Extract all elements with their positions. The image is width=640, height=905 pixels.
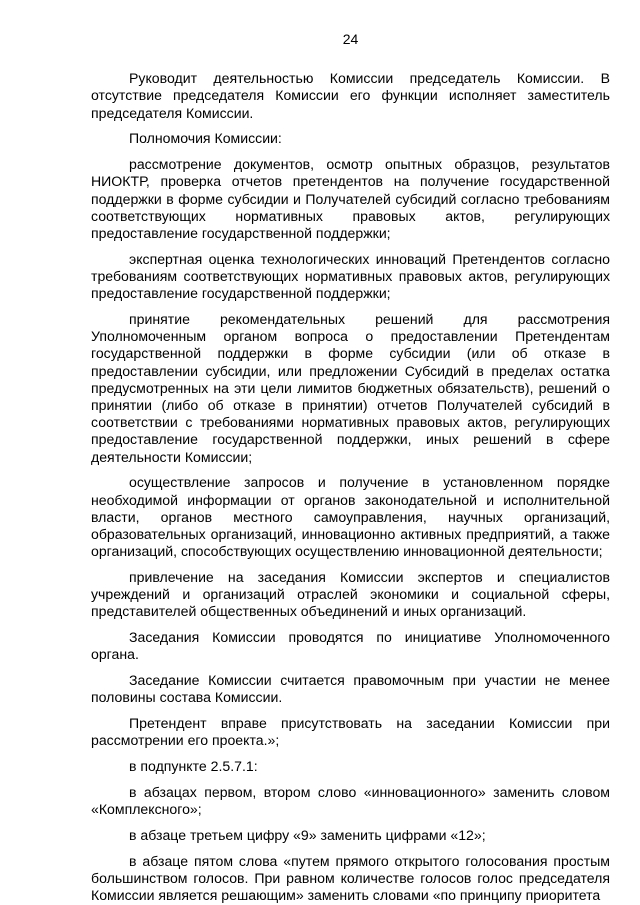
paragraph-amend-first-second: в абзацах первом, втором слово «инновационного» заменить словом «Комплексного»; [91, 784, 610, 818]
paragraph-experts-involvement: привлечение на заседания Комиссии экспертов и специалистов учреждений и организаций отраслей экономики и социальной сферы, представителей общественных объединений и иных организаций. [91, 569, 610, 620]
paragraph-amend-third: в абзаце третьем цифру «9» заменить цифрами «12»; [129, 827, 486, 844]
paragraph-meetings-initiative: Заседания Комиссии проводятся по инициативе Уполномоченного органа. [91, 629, 610, 663]
paragraph-subclause: в подпункте 2.5.7.1: [129, 758, 258, 775]
paragraph-powers-heading: Полномочия Комиссии: [129, 130, 282, 147]
paragraph-amend-fifth: в абзаце пятом слова «путем прямого открытого голосования простым большинством голосов. При равном количестве голосов голос председателя Комиссии является решающим» заменить словами «по принципу приоритета [91, 852, 610, 904]
page-number: 24 [342, 31, 359, 47]
paragraph-quorum: Заседание Комиссии считается правомочным при участии не менее половины состава Комиссии. [91, 672, 610, 706]
paragraph-chairman: Руководит деятельностью Комиссии председатель Комиссии. В отсутствие председателя Комиссии его функции исполняет заместитель председателя Комиссии. [91, 70, 610, 121]
paragraph-review-documents: рассмотрение документов, осмотр опытных образцов, результатов НИОКТР, проверка отчетов претендентов на получение государственной поддержки в форме субсидии и Получателей субсидий согласно требованиям соответствующих нормативных правовых актов, регулирующих предоставление государственной поддержки; [91, 156, 610, 242]
paragraph-information-requests: осуществление запросов и получение в установленном порядке необходимой информации от органов законодательной и исполнительной власти, органов местного самоуправления, научных организаций, образовательных организаций, инновационно активных предприятий, а также организаций, способствующих осуществлению инновационной деятельности; [91, 474, 610, 560]
paragraph-expert-assessment: экспертная оценка технологических инноваций Претендентов согласно требованиям соответствующих нормативных правовых актов, регулирующих предоставление государственной поддержки; [91, 250, 610, 302]
paragraph-recommendations: принятие рекомендательных решений для рассмотрения Уполномоченным органом вопроса о предоставлении Претендентам государственной поддержки в форме субсидии (или об отказе в предоставлении субсидии, или предложении Субсидий в пределах остатка предусмотренных на эти цели лимитов бюджетных обязательств), решений о принятии (либо об отказе в принятии) отчетов Получателей субсидий в соответствии с требованиями нормативных правовых актов, регулирующих предоставление государственной поддержки, иных решений в сфере деятельности Комиссии; [91, 311, 610, 465]
paragraph-applicant-presence: Претендент вправе присутствовать на заседании Комиссии при рассмотрении его проекта.»; [91, 715, 610, 749]
